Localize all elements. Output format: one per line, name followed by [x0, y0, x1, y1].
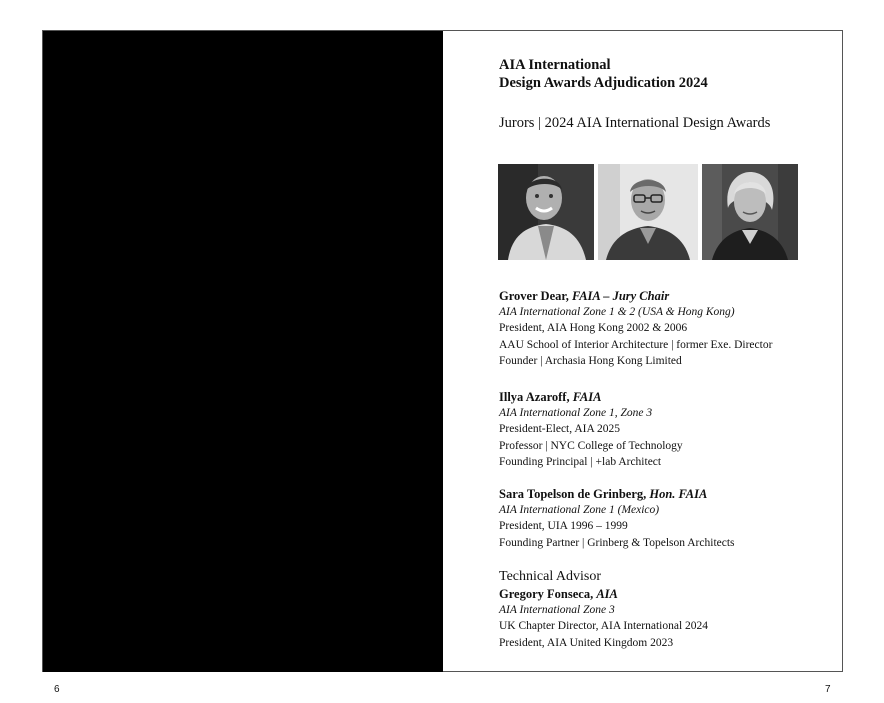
- advisor-name: [499, 586, 839, 602]
- juror-detail-line: Founding Principal | +lab Architect: [499, 456, 662, 468]
- juror-detail-line: Professor | NYC College of Technology: [499, 439, 683, 452]
- advisor-detail-line: UK Chapter Director, AIA International 2024: [499, 620, 709, 632]
- juror-detail-line: President-Elect, AIA 2025: [499, 423, 621, 435]
- advisor-name-text: Gregory Fonseca,: [499, 587, 594, 601]
- header-block: [499, 56, 829, 132]
- juror-zone: AIA International Zone 1 & 2 (USA & Hong Kong): [499, 306, 735, 318]
- juror-entry-sara-topelson: [499, 486, 839, 551]
- juror-honor: FAIA – Jury Chair: [572, 289, 670, 303]
- advisor-honor: AIA: [596, 587, 618, 601]
- left-page-black-panel: [43, 31, 443, 672]
- juror-zone: AIA International Zone 1, Zone 3: [499, 407, 653, 419]
- document-title-line-1: AIA International: [499, 57, 611, 73]
- juror-name: [499, 288, 839, 304]
- page-number-left: 6: [54, 684, 60, 695]
- technical-advisor-entry: [499, 568, 839, 651]
- advisor-detail-line: President, AIA United Kingdom 2023: [499, 636, 674, 649]
- juror-detail-line: Founding Partner | Grinberg & Topelson Architects: [499, 536, 735, 549]
- juror-zone: AIA International Zone 1 (Mexico): [499, 504, 660, 516]
- juror-name: [499, 389, 839, 405]
- juror-honor: Hon. FAIA: [649, 487, 708, 501]
- juror-name-text: Sara Topelson de Grinberg,: [499, 487, 647, 501]
- juror-photo-illya-azaroff: [598, 164, 698, 260]
- juror-entry-grover-dear: [499, 288, 839, 370]
- juror-photo-grover-dear: [498, 164, 594, 260]
- juror-detail-line: AAU School of Interior Architecture | former Exe. Director: [499, 338, 773, 351]
- juror-detail-line: Founder | Archasia Hong Kong Limited: [499, 355, 682, 367]
- juror-name-text: Grover Dear,: [499, 289, 569, 303]
- juror-name: [499, 486, 839, 502]
- technical-advisor-heading: Technical Advisor: [499, 569, 602, 584]
- document-title-line-2: Design Awards Adjudication 2024: [499, 75, 708, 91]
- jurors-subtitle: Jurors | 2024 AIA International Design Awards: [499, 115, 771, 131]
- advisor-zone: AIA International Zone 3: [499, 604, 615, 616]
- juror-honor: FAIA: [572, 390, 602, 404]
- page-number-right: 7: [825, 684, 831, 695]
- juror-name-text: Illya Azaroff,: [499, 390, 570, 404]
- juror-entry-illya-azaroff: [499, 389, 839, 471]
- juror-photo-sara-topelson: [702, 164, 798, 260]
- juror-detail-line: President, UIA 1996 – 1999: [499, 520, 628, 532]
- juror-detail-line: President, AIA Hong Kong 2002 & 2006: [499, 322, 688, 334]
